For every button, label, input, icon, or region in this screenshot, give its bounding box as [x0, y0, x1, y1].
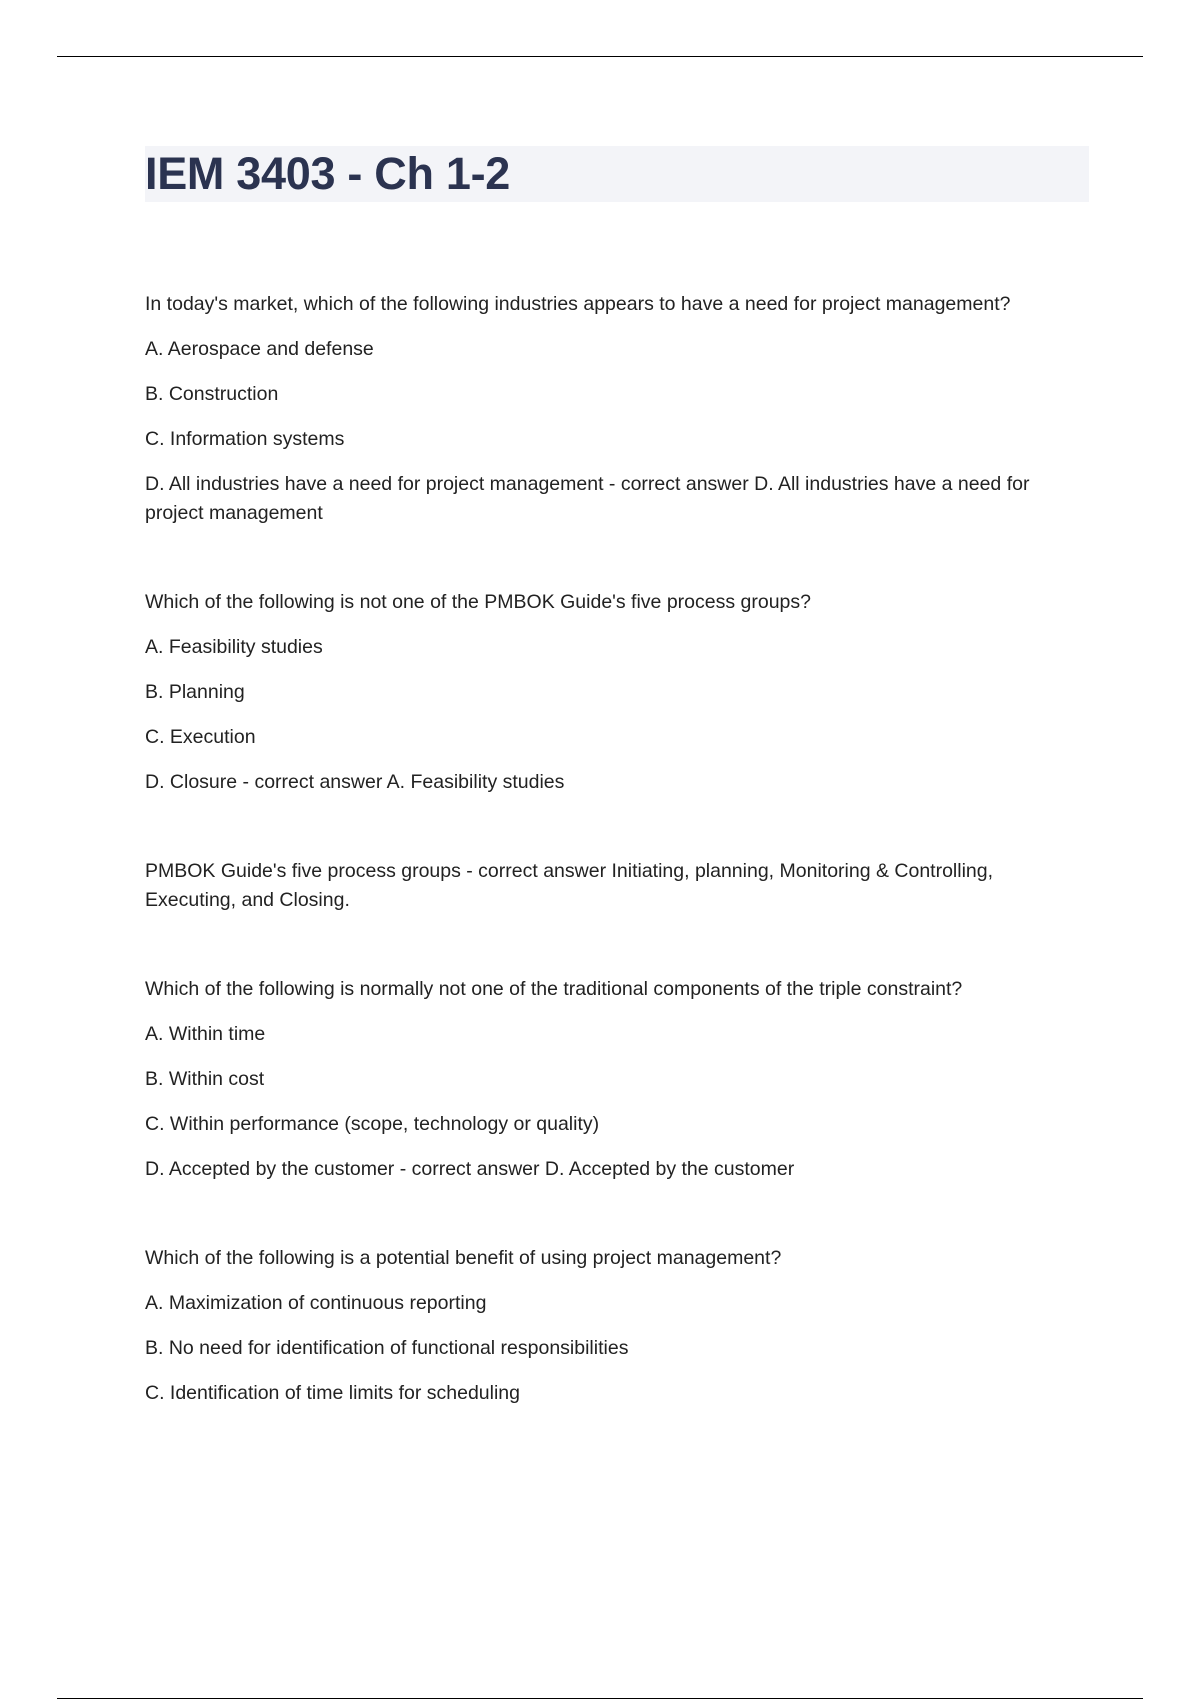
- answer-option-c: C. Identification of time limits for scheduling: [145, 1382, 520, 1404]
- answer-option-b: B. Within cost: [145, 1068, 265, 1090]
- answer-option-c: C. Within performance (scope, technology or quality): [145, 1113, 600, 1135]
- document-body: [145, 290, 1075, 1468]
- answer-option-c: C. Information systems: [145, 428, 345, 450]
- qa-block-1: [145, 290, 1075, 528]
- qa-block-3: [145, 857, 1075, 915]
- answer-option-a: A. Aerospace and defense: [145, 338, 374, 360]
- question-text: Which of the following is not one of the PMBOK Guide's five process groups?: [145, 591, 811, 613]
- answer-option-a: A. Within time: [145, 1023, 266, 1045]
- question-text: Which of the following is a potential benefit of using project management?: [145, 1247, 782, 1269]
- document-title: IEM 3403 - Ch 1-2: [145, 148, 511, 199]
- answer-option-d: D. All industries have a need for project management - correct answer D. All industries have a need for project management: [145, 473, 1030, 524]
- answer-option-b: B. No need for identification of functional responsibilities: [145, 1337, 629, 1359]
- qa-block-4: [145, 975, 1075, 1184]
- answer-option-b: B. Planning: [145, 681, 245, 703]
- question-text: In today's market, which of the following industries appears to have a need for project management?: [145, 293, 1011, 315]
- qa-block-2: [145, 588, 1075, 797]
- answer-option-c: C. Execution: [145, 726, 256, 748]
- question-text: Which of the following is normally not one of the traditional components of the triple constraint?: [145, 978, 963, 1000]
- answer-option-d: D. Accepted by the customer - correct answer D. Accepted by the customer: [145, 1158, 795, 1180]
- answer-option-b: B. Construction: [145, 383, 279, 405]
- answer-option-a: A. Feasibility studies: [145, 636, 323, 658]
- header-rule: [57, 56, 1143, 57]
- qa-block-5: [145, 1244, 1075, 1408]
- answer-option-a: A. Maximization of continuous reporting: [145, 1292, 487, 1314]
- answer-option-d: D. Closure - correct answer A. Feasibility studies: [145, 771, 565, 793]
- definition-text: PMBOK Guide's five process groups - correct answer Initiating, planning, Monitoring & Controlling, Executing, and Closing.: [145, 860, 994, 911]
- footer-rule: [57, 1698, 1143, 1699]
